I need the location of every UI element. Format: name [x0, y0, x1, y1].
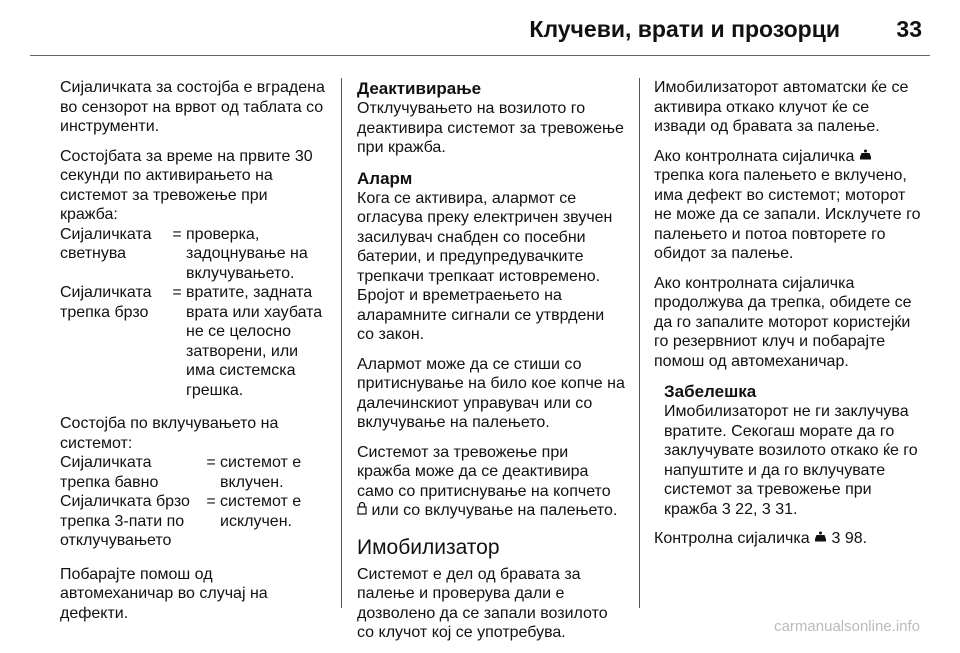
heading-deactivation: Деактивирање: [357, 79, 482, 98]
paragraph-warning-light: [654, 147, 922, 264]
warning-text-b: трепка кога палењето е вклучено, има дефект во системот; моторот не може да се запали. Исклучете го палењето и потоа повторете го обидот за палење.: [654, 167, 921, 262]
table-cell-meaning: системот е вклучен.: [220, 454, 302, 491]
column-2: [357, 78, 625, 653]
column-divider: [341, 78, 342, 608]
note-text: Имобилизаторот не ги заклучува вратите. Секогаш морате да го заклучувате возилото откако ќе го напуштите и да го вклучувате системот за тревожење при кражба: [664, 403, 918, 518]
header-rule: [30, 55, 930, 56]
paragraph-control-light: [654, 529, 922, 549]
paragraph-continues-flashing: Ако контролната сијаличка продолжува да трепка, обидете се да го запалите моторот користејќи го резервниот клуч и побарајте помош од автомеханичар.: [654, 274, 912, 370]
table-cell-meaning: системот е исклучен.: [220, 493, 302, 530]
table-row: [60, 492, 326, 551]
paragraph-alarm-2: Алармот може да се стиши со притиснување на било кое копче на далечинскиот управувач или со вклучување на палењето.: [357, 355, 625, 431]
table-cell-state: Сијаличката светнува: [60, 225, 152, 262]
note-heading: Забелешка: [664, 382, 757, 401]
note-paragraph: [664, 402, 922, 519]
car-key-icon: [859, 147, 872, 167]
table-cell-state: Сијаличката брзо трепка 3-пати по отклучувањето: [60, 493, 190, 549]
status-table-2: [60, 453, 326, 551]
lock-icon: [357, 501, 367, 521]
table-cell-state: Сијаличката трепка бавно: [60, 454, 159, 491]
paragraph-immobiliser: Системот е дел од бравата за палење и проверува дали е дозволено да се запали возилото со клучот кој се употребува.: [357, 565, 608, 641]
heading-immobiliser: Имобилизатор: [357, 535, 500, 559]
table-cell-eq: =: [206, 493, 216, 510]
page-header: [0, 0, 960, 56]
table-cell-eq: =: [206, 454, 216, 471]
paragraph-alarm-1: Кога се активира, алармот се огласува преку електричен звучен засилувач снабден со посебни батерии, и предупредувачките трепкачи трепкаат истовремено. Бројот и времетраењето на аларамните сигнали се утврдени со закон.: [357, 189, 613, 343]
control-light-reference: 3 98.: [831, 530, 868, 547]
note-box: [664, 381, 922, 519]
control-light-text: Контролна сијаличка: [654, 530, 810, 547]
watermark: carmanualsonline.info: [774, 618, 920, 635]
alarm-text-a: Системот за тревожење при кражба може да се деактивира само со притиснување на копчето: [357, 443, 611, 500]
note-reference: 3 22, 3 31.: [721, 500, 798, 518]
column-divider: [639, 78, 640, 608]
table-row: [60, 283, 326, 400]
table-cell-eq: =: [172, 284, 182, 301]
warning-text-a: Ако контролната сијаличка: [654, 147, 855, 165]
table-cell-meaning: проверка, задоцнување на вклучувањето.: [186, 225, 308, 282]
column-3: [654, 78, 922, 559]
page-number: 33: [896, 16, 922, 42]
alarm-text-b: или со вклучување на палењето.: [371, 502, 618, 519]
table-row: [60, 225, 326, 284]
column-1: [60, 78, 326, 633]
status-table-1: [60, 225, 326, 401]
table-cell-state: Сијаличката трепка брзо: [60, 284, 152, 321]
paragraph-deactivation: Отклучувањето на возилото го деактивира системот за тревожење при кражба.: [357, 100, 624, 156]
paragraph-first-30s: Состојбата за време на првите 30 секунди по активирањето на системот за тревожење при кражба:: [60, 147, 313, 223]
paragraph-indicator: Сијаличката за состојба е вградена во сензорот на врвот од таблата со инструменти.: [60, 79, 325, 135]
chapter-title: Клучеви, врати и прозорци: [529, 16, 840, 42]
table-row: [60, 453, 326, 492]
heading-alarm: Аларм: [357, 168, 413, 188]
table-cell-eq: =: [172, 225, 182, 243]
paragraph-after-activation: Состојба по вклучувањето на системот:: [60, 415, 279, 452]
paragraph-alarm-3: [357, 443, 625, 521]
car-key-icon: [814, 529, 827, 549]
table-cell-meaning: вратите, задната врата или хаубата не се целосно затворени, или има системска грешка.: [186, 284, 323, 399]
paragraph-defects: Побарајте помош од автомеханичар во случај на дефекти.: [60, 565, 268, 622]
paragraph-auto-activation: Имобилизаторот автоматски ќе се активира откако клучот ќе се извади од бравата за палење.: [654, 79, 909, 135]
